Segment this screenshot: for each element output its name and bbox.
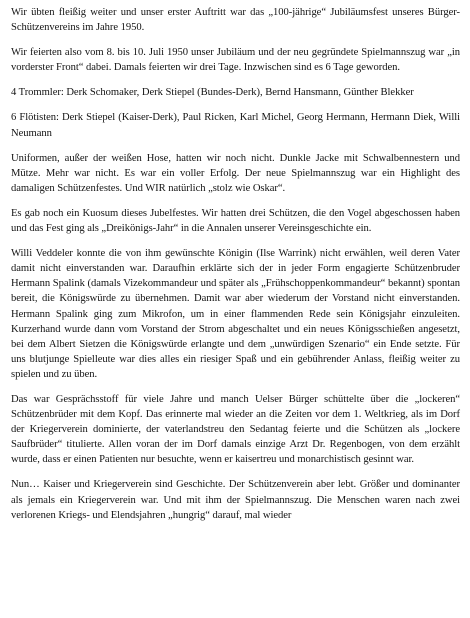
paragraph-kaiser-history: Nun… Kaiser und Kriegerverein sind Geschichte. Der Schützenverein aber lebt. Größer und dominanter als jemals ein Kriegerverein war. Und mit ihm der Spielmannszug. Die Menschen waren nach zwei verlorenen Kriegs- und Elendsjahren „hungrig“ darauf, mal wieder <box>11 479 460 521</box>
paragraph-three-kings-year: Es gab noch ein Kuosum dieses Jubelfestes. Wir hatten drei Schützen, die den Vogel abgeschossen haben und das Fest ging als „Dreikönigs-Jahr“ in die Annalen unserer Vereinsgeschichte ein. <box>11 207 460 235</box>
paragraph-flutists: 6 Flötisten: Derk Stiepel (Kaiser-Derk), Paul Ricken, Karl Michel, Georg Hermann, Hermann Diek, Willi Neumann <box>11 112 460 139</box>
paragraph-uniforms: Uniformen, außer der weißen Hose, hatten wir noch nicht. Dunkle Jacke mit Schwalbennestern und Mütze. Mehr war nicht. Es war ein voller Erfolg. Der neue Spielmannszug war ein Highlight des damaligen Schützenfestes. Und WIR natürlich „stolz wie Oskar“. <box>11 152 460 194</box>
paragraph-drummers: 4 Trommler: Derk Schomaker, Derk Stiepel (Bundes-Derk), Bernd Hansmann, Günther Blekker <box>11 87 414 99</box>
paragraph-king-shooting-story: Willi Veddeler konnte die von ihm gewünschte Königin (Ilse Warrink) nicht erwählen, weil deren Vater damit nicht einverstanden war. Daraufhin erklärte sich der in jeder Form engagierte Schützenbruder Hermann Spalink (damals Vizekommandeur und später als „Frühschoppenkommandeur“ bekannt) spontan bereit, die Königswürde zu übernehmen. Damit war aber wiederum der Vorstand nicht einverstanden. Hermann Spalink ging zum Mikrofon, um in einer flammenden Rede sein Königsjahr einzuleiten. Kurzerhand wurde dann vom Vorstand der Strom abgeschaltet und ein neues Königsschießen angesetzt, bei dem Albert Sietzen die Königswürde erlangte und dem „unwürdigen Szenario“ ein Ende setzte. Für uns blutjunge Spielleute war dies alles ein riesiger Spaß und ein gebührender Anlass, fleißig weiter zu spielen und zu üben. <box>11 248 460 380</box>
paragraph-jubilee-dates: Wir feierten also vom 8. bis 10. Juli 1950 unser Jubiläum und der neu gegründete Spielmannszug war „in vorderster Front“ dabei. Damals feierten wir drei Tage. Inzwischen sind es 6 Tage geworden. <box>11 47 460 74</box>
paragraph-veterans-association: Das war Gesprächsstoff für viele Jahre und manch Uelser Bürger schüttelte über die „lockeren“ Schützenbrüder mit dem Kopf. Das erinnerte mal wieder an die Zeiten vor dem 1. Weltkrieg, als im Dorf der Kriegerverein dominierte, der vaterlandstreu den Sedantag feierte und die Schützen als „lockere Saufbrüder“ titulierte. Allen voran der im Dorf damals einzige Arzt Dr. Regenbogen, von dem erzählt wurde, dass er einen Patienten nur besuchte, wenn er kaisertreu und monarchistisch gesinnt war. <box>11 393 460 466</box>
paragraph-first-performance: Wir übten fleißig weiter und unser erster Auftritt war das „100-jährige“ Jubiläumsfest unseres Bürger-Schützenvereins im Jahre 1950. <box>11 7 460 34</box>
